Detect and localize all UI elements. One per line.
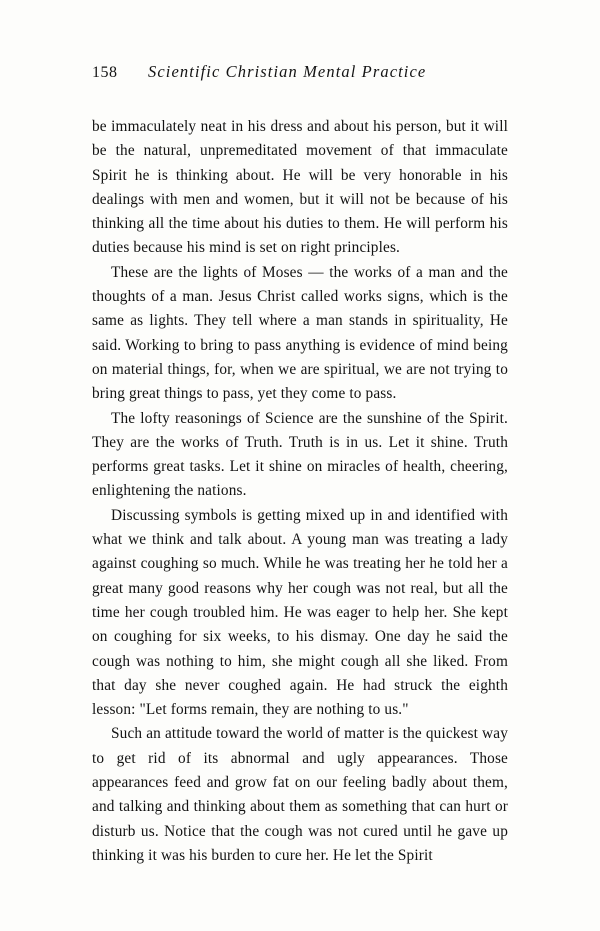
paragraph: These are the lights of Moses — the works of a man and the thoughts of a man. Jesus Christ called works signs, which is the same as lights. They tell where a man stands in spirituality, He said. Working to bring to pass anything is evidence of mind being on material things, for, when we are spiritual, we are not trying to bring great things to pass, yet they come to pass. xyxy=(92,263,508,403)
page-number: 158 xyxy=(92,64,118,81)
page-body xyxy=(92,115,508,868)
page-header xyxy=(92,62,508,82)
running-head-title: Scientific Christian Mental Practice xyxy=(148,62,427,81)
paragraph: Discussing symbols is getting mixed up in and identified with what we think and talk about. A young man was treating a lady against coughing so much. While he was treating her he told her a great many good reasons why her cough was not real, but all the time her cough troubled him. He was eager to help her. She kept on coughing for six weeks, to his dismay. One day he said the cough was nothing to him, she might cough all she liked. From that day she never coughed again. He had struck the eighth lesson: "Let forms remain, they are nothing to us." xyxy=(92,506,508,719)
paragraph: The lofty reasonings of Science are the sunshine of the Spirit. They are the works of Truth. Truth is in us. Let it shine. Truth performs great tasks. Let it shine on miracles of health, cheering, enlightening the nations. xyxy=(92,409,508,500)
paragraph: Such an attitude toward the world of matter is the quickest way to get rid of its abnormal and ugly appearances. Those appearances feed and grow fat on our feeling badly about them, and talking and thinking about them as something that can hurt or disturb us. Notice that the cough was not cured until he gave up thinking it was his burden to cure her. He let the Spirit xyxy=(92,725,508,864)
paragraph: be immaculately neat in his dress and about his person, but it will be the natural, unpremeditated movement of that immaculate Spirit he is thinking about. He will be very honorable in his dealings with men and women, but it will not be because of his thinking all the time about his duties to them. He will perform his duties because his mind is set on right principles. xyxy=(92,118,508,257)
